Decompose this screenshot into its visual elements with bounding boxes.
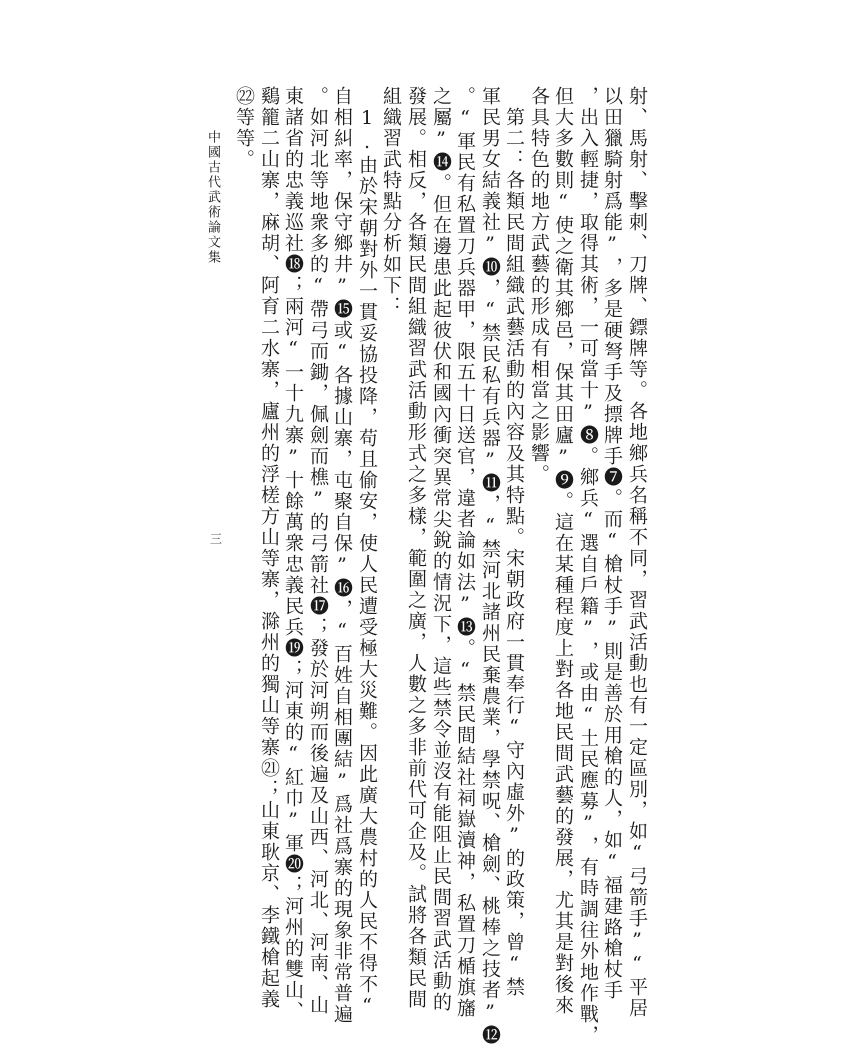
text-column: 各具特色的地方武藝的形成有相當之影響。 — [528, 86, 550, 485]
text-column: 第二：各類民間組織武藝活動的內容及其特點。宋朝政府一貫奉行“守內虛外”的政策，曾“禁 — [503, 86, 525, 998]
text-column: 組織習武特點分析如下： — [380, 86, 402, 317]
text-column: 東諸省的忠義巡社⓲；兩河“一十九寨”十餘萬衆忠義民兵⓳；河東的“紅巾”軍⓴；河州的雙山、 — [282, 86, 304, 1022]
text-column: 軍民男女結義社”❿，“禁民私有兵器”⓫，“禁河北諸州民棄農業，學禁呪、槍劍、桃棒之技者”⓬ — [479, 86, 501, 1046]
text-column: 但大多數則“使之衛其鄉邑，保其田廬”❾。這在某種程度上對各地民間武藝的發展，尤其是對後來 — [552, 86, 574, 1016]
text-column: ，出入輕捷，取得其術，一可當十”❽。鄉兵“選自戶籍”，或由“土民應募”，有時調往外地作戰， — [577, 86, 599, 1046]
text-column: 發展。相反，各類民間組織習武活動形式之多樣，範圍之廣，人數之多非前代可企及。試將各類民間 — [405, 86, 427, 1010]
text-column: 以田獵騎射爲能”，多是硬弩手及摽牌手❼。而“槍杖手”則是善於用槍的人，如“福建路槍杖手 — [601, 86, 623, 1001]
text-column: 自相糾率，保守鄉井”⓯或“各據山寨，屯聚自保”⓰，“百姓自相團結”爲社爲寨的現象非常普遍 — [331, 86, 353, 1025]
text-column: 。如河北等地衆多的“帶弓而鋤，佩劍而樵”的弓箭社⓱；發於河朔而後遍及山西、河北、河南、山 — [307, 86, 329, 1016]
text-column: 1.由於宋朝對外一貫妥協投降，苟且偷安，使人民遭受極大災難。因此廣大農村的人民不得不“ — [356, 86, 378, 1019]
text-column: 之屬”⓮。但在邊患此起彼伏和國內衝突異常尖銳的情況下，這些禁令並沒有能阻止民間習武活動的 — [430, 86, 452, 1013]
text-column: 鷄籠二山寨，麻胡、阿育二水寨，廬州的浮槎方山等寨，滁州的獨山等寨㉑；山東耿京、李鐵槍起義 — [258, 86, 280, 1010]
text-column: 射、馬射、擊刺、刀牌、鏢牌等。各地鄉兵名稱不同，習武活動也有一定區別，如“弓箭手”“平居 — [626, 86, 648, 1019]
running-header-book-title: 中國古代武術論文集 — [205, 130, 220, 265]
page-number: 三 — [210, 532, 223, 546]
text-column: 。“軍民有私置刀兵器甲，限五十日送官，違者論如法”⓭。“禁民間結社祠嶽瀆神，私置刀楯旗旛 — [454, 86, 476, 1019]
text-column: ㉒等等。 — [233, 86, 255, 170]
